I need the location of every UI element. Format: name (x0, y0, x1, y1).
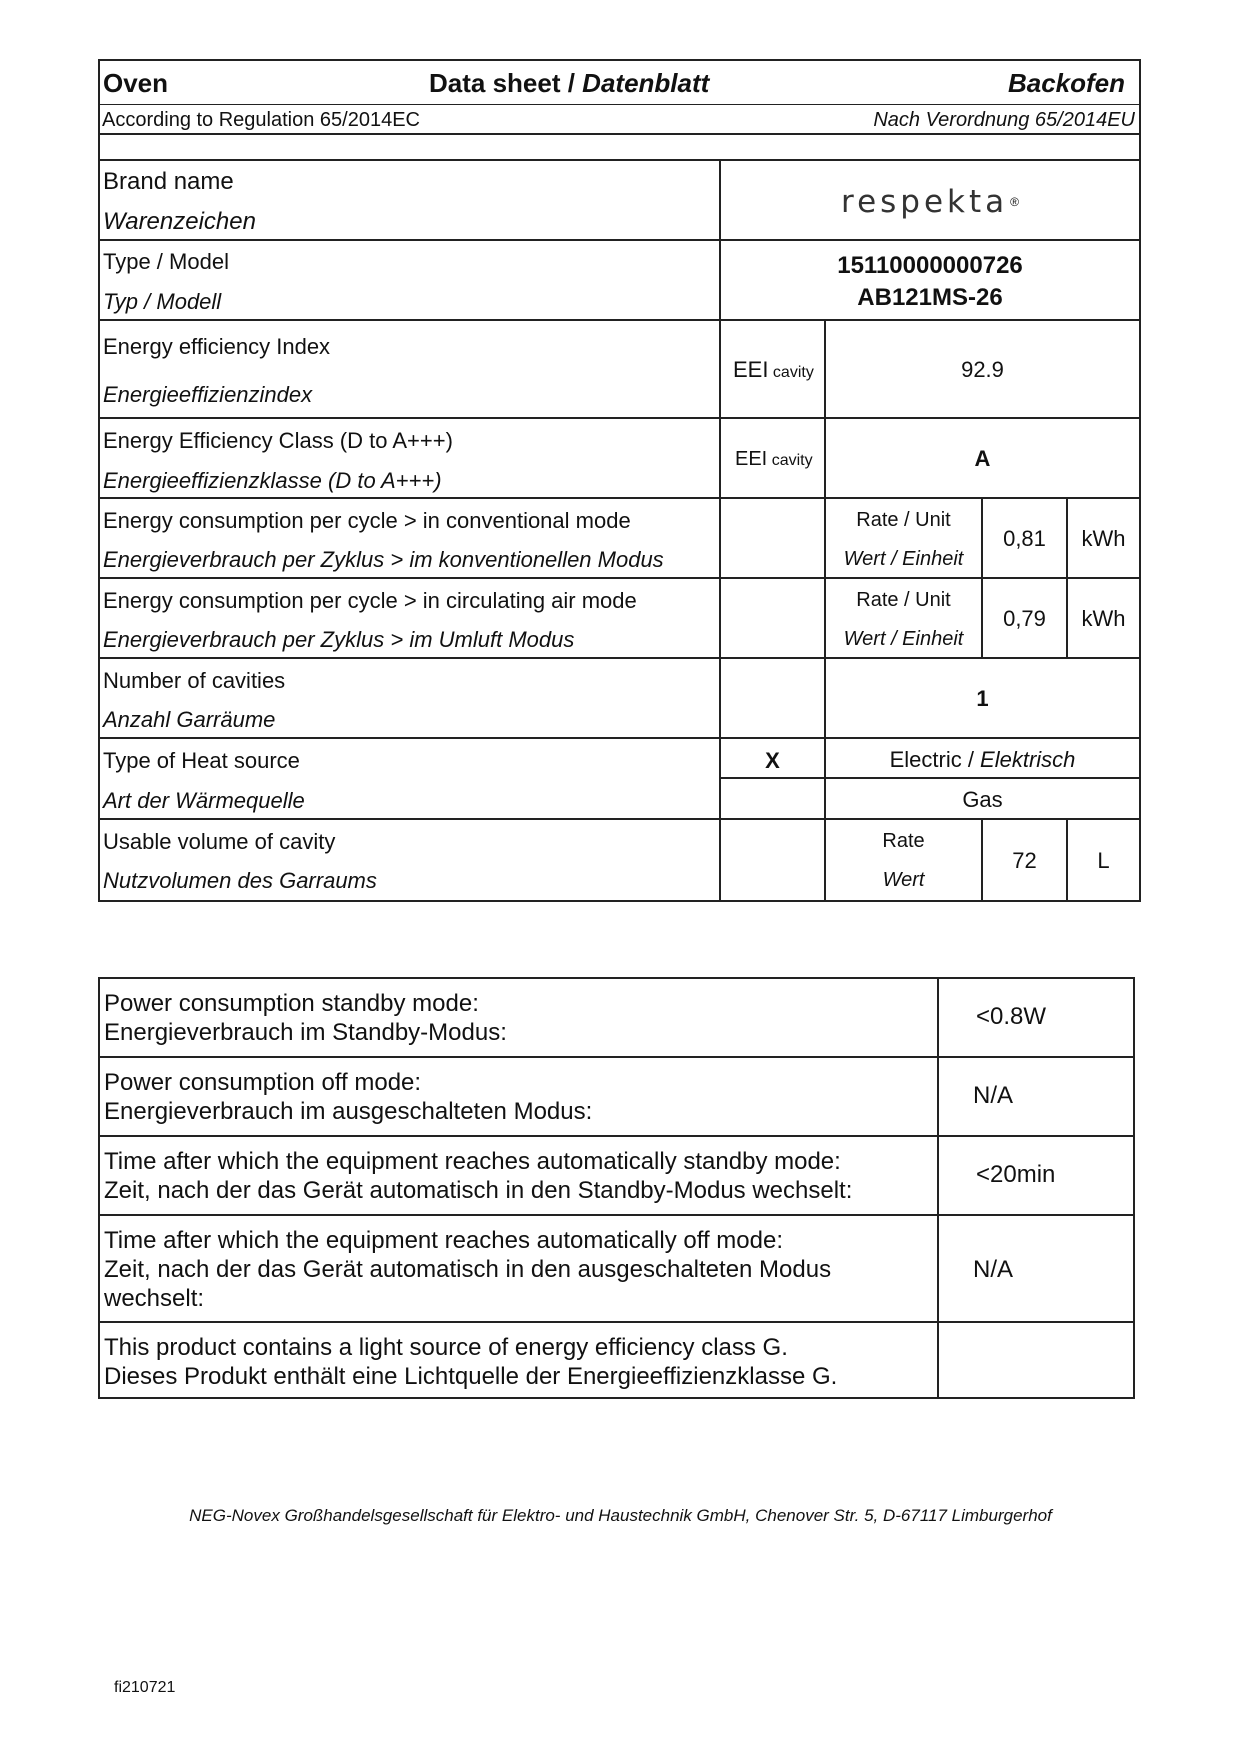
conv-unit: kWh (1081, 526, 1126, 551)
heat-selected-mark: X (765, 748, 780, 773)
divider (98, 239, 1141, 241)
power-row-text: Power consumption standby mode: (104, 990, 479, 1017)
page-title-italic: Datenblatt (582, 68, 710, 98)
heat-label-en: Type of Heat source (103, 748, 300, 773)
conv-label-de: Energieverbrauch per Zyklus > im konventionellen Modus (103, 547, 664, 572)
model-label-en: Type / Model (103, 249, 229, 274)
eei-label-de: Energieeffizienzindex (103, 382, 313, 407)
divider (98, 1056, 1135, 1058)
divider-vertical (824, 319, 826, 902)
cavities-label-en: Number of cavities (103, 668, 286, 693)
eec-value: A (974, 446, 991, 471)
power-row-value: <20min (976, 1161, 1056, 1188)
eec-label-en: Energy Efficiency Class (D to A+++) (103, 428, 453, 453)
power-row-text: Energieverbrauch im Standby-Modus: (104, 1019, 507, 1046)
brand-logo (721, 184, 1139, 220)
table-border-left (98, 59, 100, 902)
heat-option-gas: Gas (962, 787, 1003, 812)
divider (98, 657, 1141, 659)
power-row-text: Energieverbrauch im ausgeschalteten Modus: (104, 1098, 593, 1125)
regulation-en: According to Regulation 65/2014EC (102, 109, 420, 131)
eec-label-de: Energieeffizienzklasse (D to A+++) (103, 468, 442, 493)
brand-label-de: Warenzeichen (103, 208, 256, 235)
heat-option-electric (826, 749, 1139, 771)
conv-value: 0,81 (1003, 526, 1046, 551)
model-number: 15110000000726 (837, 252, 1023, 279)
divider (98, 417, 1141, 419)
volume-label-de: Nutzvolumen des Garraums (103, 868, 377, 893)
divider (98, 497, 1141, 499)
table-border-bottom (98, 900, 1141, 902)
volume-rate-en: Rate (882, 830, 925, 852)
eei-label-en: Energy efficiency Index (103, 334, 331, 359)
page-title-plain: Data sheet / (429, 68, 583, 98)
table-border-top (98, 59, 1141, 61)
eec-main: EEI (735, 448, 768, 470)
circ-value: 0,79 (1003, 606, 1046, 631)
heat-option-electric-en: Electric / (889, 747, 981, 772)
page-title (429, 70, 709, 96)
document-code: fi210721 (114, 1679, 176, 1696)
header-left: Oven (103, 68, 169, 98)
power-row-text: Zeit, nach der das Gerät automatisch in den ausgeschalteten Modus (104, 1256, 832, 1283)
divider (98, 818, 1141, 820)
table-border-right (1139, 59, 1141, 902)
circ-label-de: Energieverbrauch per Zyklus > im Umluft Modus (103, 627, 575, 652)
company-footer: NEG-Novex Großhandelsgesellschaft für Elektro- und Haustechnik GmbH, Chenover Str. 5, D-67117 Limburgerhof (189, 1506, 1052, 1525)
heat-option-electric-de: Elektrisch (980, 747, 1076, 772)
power-row-text: Zeit, nach der das Gerät automatisch in den Standby-Modus wechselt: (104, 1177, 853, 1204)
model-label-de: Typ / Modell (103, 289, 222, 314)
header-right: Backofen (1007, 68, 1125, 98)
divider-vertical (981, 497, 983, 657)
circ-unit: kWh (1081, 606, 1126, 631)
eei-sub: cavity (772, 364, 814, 381)
cavities-value: 1 (976, 686, 989, 711)
model-code: AB121MS-26 (857, 284, 1003, 311)
table-border-left (98, 977, 100, 1399)
table-border-right (1133, 977, 1135, 1399)
conv-rate-en: Rate / Unit (856, 509, 951, 531)
registered-mark: ® (1010, 194, 1019, 209)
divider (98, 737, 1141, 739)
circ-rate-de: Wert / Einheit (843, 628, 964, 650)
brand-label-en: Brand name (103, 168, 234, 195)
circ-rate-en: Rate / Unit (856, 589, 951, 611)
power-row-text: Time after which the equipment reaches automatically standby mode: (104, 1148, 841, 1175)
cavities-label-de: Anzahl Garräume (103, 707, 276, 732)
power-row-text: This product contains a light source of energy efficiency class G. (104, 1334, 788, 1361)
power-row-text: Time after which the equipment reaches automatically off mode: (104, 1227, 784, 1254)
volume-value: 72 (1012, 848, 1037, 873)
power-row-value: <0.8W (976, 1003, 1047, 1030)
table-border-top (98, 977, 1135, 979)
divider (98, 577, 1141, 579)
eec-cavity-label (735, 449, 813, 469)
volume-label-en: Usable volume of cavity (103, 829, 336, 854)
conv-label-en: Energy consumption per cycle > in conventional mode (103, 508, 631, 533)
volume-unit: L (1097, 848, 1110, 873)
divider (98, 159, 1141, 161)
divider (98, 1135, 1135, 1137)
divider (98, 1214, 1135, 1216)
circ-label-en: Energy consumption per cycle > in circulating air mode (103, 588, 637, 613)
eei-value: 92.9 (961, 357, 1004, 382)
eei-cavity-label (733, 359, 814, 381)
table-border-bottom (98, 1397, 1135, 1399)
conv-rate-de: Wert / Einheit (843, 548, 964, 570)
divider-vertical (1066, 497, 1068, 657)
divider (98, 1321, 1135, 1323)
eei-main: EEI (733, 357, 769, 382)
power-row-value: N/A (973, 1082, 1014, 1109)
volume-rate-de: Wert (882, 869, 925, 891)
regulation-de: Nach Verordnung 65/2014EU (873, 109, 1135, 131)
divider (98, 319, 1141, 321)
eec-sub: cavity (771, 452, 813, 469)
power-row-text: Power consumption off mode: (104, 1069, 422, 1096)
divider (98, 133, 1141, 135)
heat-label-de: Art der Wärmequelle (103, 788, 305, 813)
power-row-value: N/A (973, 1256, 1014, 1283)
power-row-text: wechselt: (104, 1285, 205, 1312)
power-row-text: Dieses Produkt enthält eine Lichtquelle der Energieeffizienzklasse G. (104, 1363, 838, 1390)
divider (720, 777, 1141, 779)
divider (98, 104, 1141, 105)
divider-vertical (937, 977, 939, 1399)
brand-logo-text: respekta (841, 184, 1009, 220)
